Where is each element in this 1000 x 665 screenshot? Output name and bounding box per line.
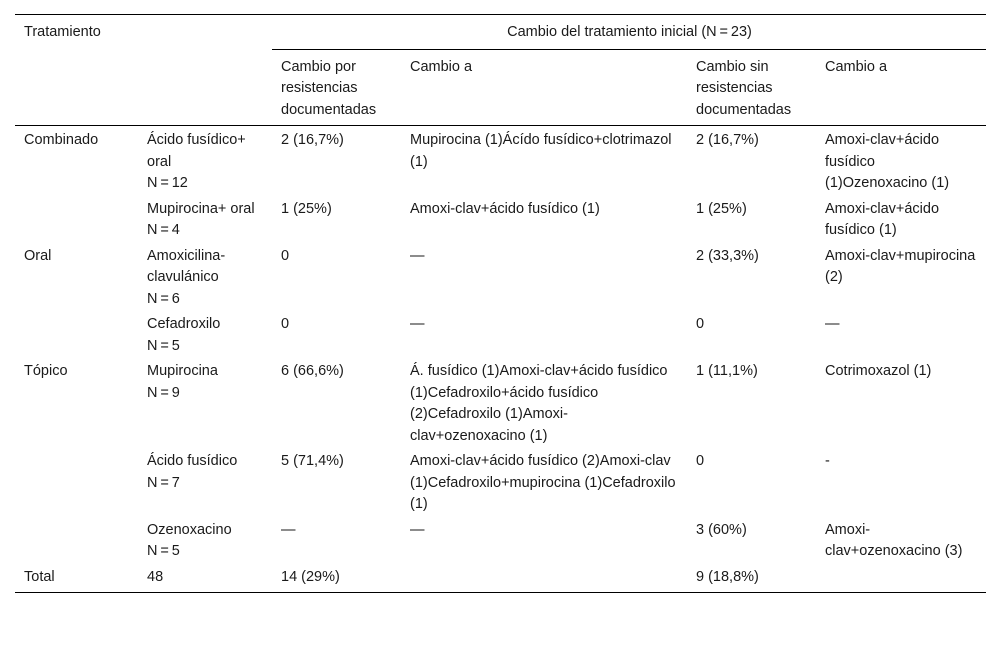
row-con-resistencias: 1 (25%) bbox=[281, 200, 332, 217]
row-sin-cambio-a: - bbox=[825, 453, 830, 469]
row-con-resistencias: 6 (66,6%) bbox=[281, 363, 344, 379]
row-sin-cambio-a: Amoxi-clav+mupirocina (2) bbox=[825, 247, 976, 285]
row-treatment: Mupirocina N = 9 bbox=[147, 363, 218, 401]
total-empty-2 bbox=[816, 563, 986, 593]
row-category bbox=[15, 447, 138, 516]
total-sin-resistencias: 9 (18,8%) bbox=[687, 563, 816, 593]
row-con-cambio-a: Amoxi-clav+ácido fusídico (1) bbox=[410, 200, 600, 217]
row-sin-resistencias: 0 bbox=[696, 316, 705, 332]
row-sin-resistencias: 2 (33,3%) bbox=[696, 247, 759, 264]
treatment-change-table bbox=[15, 14, 986, 593]
table-row bbox=[15, 126, 986, 195]
table-row bbox=[15, 447, 986, 516]
results-table-container bbox=[15, 14, 986, 593]
row-sin-resistencias: 1 (11,1%) bbox=[696, 363, 758, 379]
header-group-title: Cambio del tratamiento inicial (N = 23) bbox=[272, 15, 986, 50]
row-con-resistencias: 0 bbox=[281, 316, 290, 332]
row-treatment: Mupirocina+ oral N = 4 bbox=[147, 200, 255, 238]
header-cambio-a-1: Cambio a bbox=[401, 49, 687, 126]
row-sin-cambio-a: — bbox=[825, 316, 840, 332]
row-con-cambio-a: Mupirocina (1)Ácído fusídico+clotrimazol (1) bbox=[410, 132, 672, 170]
row-sin-resistencias: 0 bbox=[696, 453, 705, 469]
row-treatment: Ozenoxacino N = 5 bbox=[147, 521, 232, 559]
row-sin-cambio-a: Amoxi-clav+ozenoxacino (3) bbox=[825, 521, 963, 559]
row-treatment: Ácido fusídico+ oral N = 12 bbox=[147, 132, 246, 191]
row-category: Tópico bbox=[24, 363, 68, 379]
row-category: Oral bbox=[24, 247, 52, 264]
row-treatment: Ácido fusídico N = 7 bbox=[147, 453, 238, 491]
header-cambio-sin-resistencias: Cambio sin resistencias documentadas bbox=[687, 49, 816, 126]
table-row bbox=[15, 310, 986, 357]
row-category bbox=[15, 310, 138, 357]
row-con-resistencias: 5 (71,4%) bbox=[281, 453, 344, 469]
row-sin-resistencias: 3 (60%) bbox=[696, 521, 747, 538]
row-category bbox=[15, 516, 138, 563]
total-row bbox=[15, 563, 986, 593]
row-con-cambio-a: — bbox=[410, 247, 425, 264]
table-row bbox=[15, 516, 986, 563]
header-tratamiento: Tratamiento bbox=[15, 15, 138, 126]
row-con-resistencias: 2 (16,7%) bbox=[281, 132, 344, 148]
row-sin-resistencias: 2 (16,7%) bbox=[696, 132, 759, 148]
row-sin-cambio-a: Cotrimoxazol (1) bbox=[825, 363, 932, 379]
row-con-resistencias: 0 bbox=[281, 247, 290, 264]
row-con-cambio-a: Amoxi-clav+ácido fusídico (2)Amoxi-clav (1)Cefadroxilo+mupirocina (1)Cefadroxilo (1) bbox=[410, 453, 676, 512]
total-empty-1 bbox=[401, 563, 687, 593]
table-row bbox=[15, 242, 986, 311]
total-con-resistencias: 14 (29%) bbox=[272, 563, 401, 593]
table-row bbox=[15, 357, 986, 447]
table-row bbox=[15, 195, 986, 242]
row-con-cambio-a: Á. fusídico (1)Amoxi-clav+ácido fusídico (1)Cefadroxilo+ácido fusídico (2)Cefadroxilo (1)Amoxi-clav+ozenoxacino (1) bbox=[410, 363, 668, 444]
header-cambio-por-resistencias: Cambio por resistencias documentadas bbox=[272, 49, 401, 126]
row-con-cambio-a: — bbox=[410, 316, 425, 332]
row-treatment: Cefadroxilo N = 5 bbox=[147, 316, 221, 354]
row-category bbox=[15, 195, 138, 242]
row-sin-cambio-a: Amoxi-clav+ácido fusídico (1) bbox=[825, 200, 940, 238]
row-con-cambio-a: — bbox=[410, 521, 425, 538]
header-empty bbox=[138, 15, 272, 126]
row-con-resistencias: — bbox=[281, 521, 296, 538]
total-n: 48 bbox=[138, 563, 272, 593]
row-sin-resistencias: 1 (25%) bbox=[696, 200, 747, 217]
row-category: Combinado bbox=[24, 132, 99, 148]
header-cambio-a-2: Cambio a bbox=[816, 49, 986, 126]
row-sin-cambio-a: Amoxi-clav+ácido fusídico (1)Ozenoxacino (1) bbox=[825, 132, 950, 191]
row-treatment: Amoxicilina-clavulánico N = 6 bbox=[147, 247, 226, 307]
total-label: Total bbox=[15, 563, 138, 593]
